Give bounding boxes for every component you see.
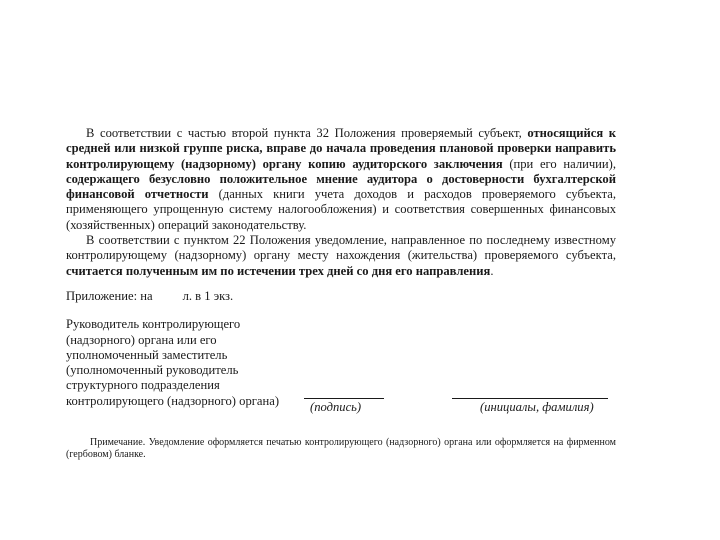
- paragraph1-text-1: В соответствии с частью второй пункта 32 Положения проверяемый субъект,: [86, 126, 528, 140]
- name-underline: [452, 398, 608, 399]
- paragraph-risk-group: [66, 126, 616, 233]
- appendix-line: [66, 289, 616, 304]
- document-body: [66, 126, 616, 471]
- paragraph-notification: [66, 233, 616, 279]
- appendix-label: Приложение: на: [66, 288, 153, 303]
- paragraph1-text-3: (данных книги учета доходов и расходов проверяемого субъекта, применяющего упрощенную систему налогообложения) и соответствия совершенных финансовых (хозяйственных) операций законодательству.: [66, 187, 616, 232]
- signatory-title: [66, 317, 306, 409]
- name-caption: (инициалы, фамилия): [480, 400, 594, 415]
- signatory-line-3: уполномоченный заместитель: [66, 347, 228, 362]
- signature-block: [66, 317, 616, 415]
- paragraph2-text-2: .: [490, 263, 494, 278]
- appendix-rest: л. в 1 экз.: [182, 288, 234, 303]
- paragraph2-text-1: В соответствии с пунктом 22 Положения уведомление, направленное по последнему известному контролирующему (надзорному) органу месту нахождения (жительства) проверяемого субъекта,: [66, 233, 616, 263]
- paragraph1-bold-2: содержащего безусловно положительное мнение аудитора о достоверности бухгалтерской финансовой отчетности: [66, 171, 616, 202]
- footnote: Примечание. Уведомление оформляется печатью контролирующего (надзорного) органа или оформляется на фирменном (гербовом) бланке.: [66, 437, 616, 461]
- signatory-line-5: структурного подразделения: [66, 378, 220, 393]
- signatory-line-6: контролирующего (надзорного) органа): [66, 393, 280, 408]
- signatory-line-4: (уполномоченный руководитель: [66, 363, 239, 378]
- signature-underline: [304, 398, 384, 399]
- paragraph1-bold-1: относящийся к средней или низкой группе риска, вправе до начала проведения плановой проверки направить контролирующему (надзорному) органу копию аудиторского заключения: [66, 126, 616, 171]
- signatory-line-2: (надзорного) органа или его: [66, 332, 217, 347]
- signature-caption: (подпись): [310, 400, 362, 415]
- paragraph1-text-2: (при его наличии),: [502, 156, 616, 171]
- signatory-line-1: Руководитель контролирующего: [66, 317, 241, 332]
- paragraph2-bold-1: считается полученным им по истечении трех дней со дня его направления: [66, 263, 491, 278]
